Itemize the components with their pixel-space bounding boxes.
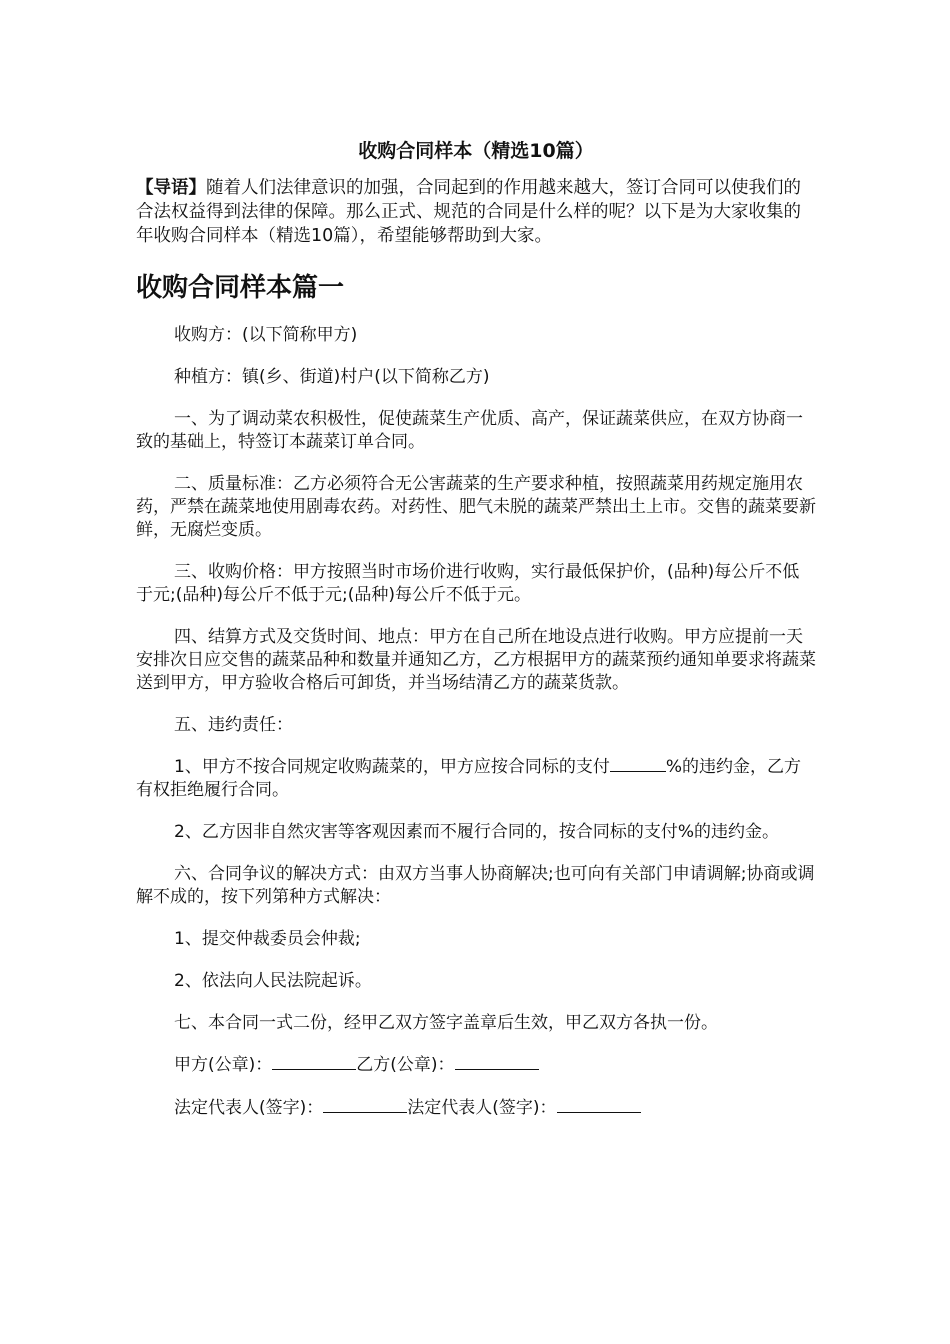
intro-label: 【导语】 [136, 178, 206, 198]
paragraph: 二、质量标准：乙方必须符合无公害蔬菜的生产要求种植，按照蔬菜用药规定施用农药，严禁在蔬菜地使用剧毒农药。对药性、肥气未脱的蔬菜严禁出土上市。交售的蔬菜要新鲜，无腐烂变质。 [136, 474, 816, 540]
signature-seal-line [136, 1054, 816, 1077]
paragraph: 收购方：(以下简称甲方) [174, 325, 358, 345]
paragraph: 1、提交仲裁委员会仲裁; [174, 929, 361, 949]
party-b-seal-label: 乙方(公章)： [356, 1055, 455, 1075]
document-title: 收购合同样本（精选10篇） [358, 140, 594, 162]
paragraph: 一、为了调动菜农积极性，促使蔬菜生产优质、高产，保证蔬菜供应，在双方协商一致的基础上，特签订本蔬菜订单合同。 [136, 409, 803, 452]
fill-blank [557, 1097, 641, 1113]
intro-paragraph [136, 176, 816, 248]
party-a-seal-label: 甲方(公章)： [174, 1055, 273, 1075]
party-a-rep-label: 法定代表人(签字)： [174, 1098, 324, 1118]
paragraph: 六、合同争议的解决方式：由双方当事人协商解决;也可向有关部门申请调解;协商或调解不成的，按下列第种方式解决： [136, 864, 815, 907]
paragraph: 七、本合同一式二份，经甲乙双方签字盖章后生效，甲乙双方各执一份。 [174, 1013, 718, 1033]
fill-blank [610, 756, 666, 772]
clause-text: 1、甲方不按合同规定收购蔬菜的，甲方应按合同标的支付 [174, 757, 610, 777]
fill-blank [455, 1054, 539, 1070]
intro-text: 随着人们法律意识的加强，合同起到的作用越来越大，签订合同可以使我们的合法权益得到法律的保障。那么正式、规范的合同是什么样的呢？以下是为大家收集的年收购合同样本（精选10篇），希望能够帮助到大家。 [136, 178, 801, 246]
fill-blank [272, 1054, 356, 1070]
paragraph: 四、结算方式及交货时间、地点：甲方在自己所在地设点进行收购。甲方应提前一天安排次日应交售的蔬菜品种和数量并通知乙方，乙方根据甲方的蔬菜预约通知单要求将蔬菜送到甲方，甲方验收合格后可卸货，并当场结清乙方的蔬菜货款。 [136, 627, 816, 693]
party-b-rep-label: 法定代表人(签字)： [407, 1098, 557, 1118]
paragraph: 2、依法向人民法院起诉。 [174, 971, 372, 991]
paragraph: 三、收购价格：甲方按照当时市场价进行收购，实行最低保护价，(品种)每公斤不低于元;(品种)每公斤不低于元;(品种)每公斤不低于元。 [136, 562, 800, 605]
representative-signature-line [136, 1097, 816, 1120]
clause-text: %的违约金，乙方有权拒绝履行合同。 [136, 757, 801, 800]
paragraph: 五、违约责任： [174, 715, 293, 735]
fill-blank [323, 1097, 407, 1113]
section-heading: 收购合同样本篇一 [136, 273, 345, 303]
paragraph: 种植方：镇(乡、街道)村户(以下简称乙方) [174, 367, 490, 387]
clause-penalty-party-a [136, 756, 816, 802]
paragraph: 2、乙方因非自然灾害等客观因素而不履行合同的，按合同标的支付%的违约金。 [174, 822, 779, 842]
document-page [136, 138, 816, 1140]
